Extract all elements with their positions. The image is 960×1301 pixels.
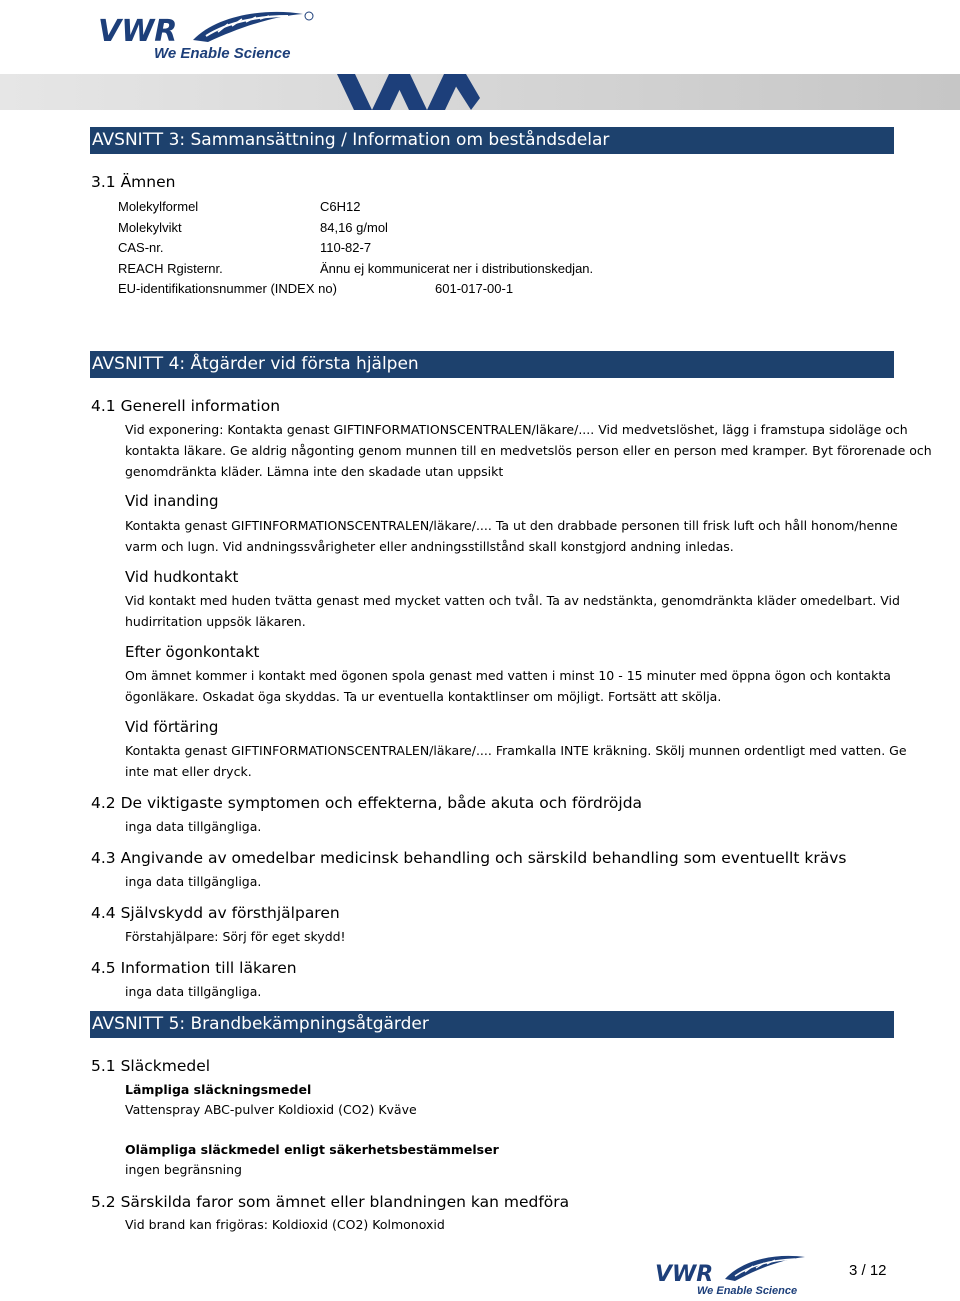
subsection-4-5-title: 4.5 Information till läkaren [91,959,297,977]
value-cas-number: 110-82-7 [320,240,372,255]
text-line: Om ämnet kommer i kontakt med ögonen spola genast med vatten i minst 10 - 15 minuter med öppna ögon och kontakta [125,668,891,683]
value-reach-number: Ännu ej kommunicerat ner i distributionskedjan. [320,261,594,276]
subsection-4-3-title: 4.3 Angivande av omedelbar medicinsk behandling och särskild behandling som eventuellt krävs [91,849,847,867]
section-3-header: AVSNITT 3: Sammansättning / Information om beståndsdelar [90,127,894,154]
text-line: genomdränkta kläder. Lämna inte den skadade utan uppsikt [125,464,504,479]
subsection-4-5-text: inga data tillgängliga. [125,984,262,999]
subsection-5-2-text: Vid brand kan frigöras: Koldioxid (CO2) Kolmonoxid [125,1217,445,1232]
unsuitable-media-text: ingen begränsning [125,1162,242,1177]
logo-tagline: We Enable Science [697,1285,798,1297]
text-line: Kontakta genast GIFTINFORMATIONSCENTRALEN/läkare/.... Ta ut den drabbade personen till frisk luft och håll honom/henne [125,518,898,533]
logo-tagline: We Enable Science [154,45,291,62]
value-eu-index: 601-017-00-1 [435,281,514,296]
leaf-swoosh-icon [725,1256,805,1281]
text-line: kontakta läkare. Ge aldrig någonting genom munnen till en medvetslös person eller en person med kramper. Byt förorenade och [125,443,932,458]
subsection-4-3-text: inga data tillgängliga. [125,874,262,889]
text-line: Vid kontakt med huden tvätta genast med mycket vatten och tvål. Ta av nedstänkta, genomdränkta kläder omedelbart. Vid [125,593,900,608]
footer-vwr-logo [655,1251,815,1299]
skin-contact-text [125,590,900,632]
eye-contact-text [125,665,895,707]
value-molecular-formula: C6H12 [320,199,361,214]
label-cas-number: CAS-nr. [118,240,164,255]
label-reach-number: REACH Rgisternr. [118,261,223,276]
inhalation-text [125,515,898,557]
label-molecular-formula: Molekylformel [118,199,199,214]
text-line: inte mat eller dryck. [125,764,252,779]
eye-contact-title: Efter ögonkontakt [125,643,260,661]
text-line: ögonläkare. Oskadat öga skyddas. Ta ur eventuella kontaktlinser om möjligt. Fortsätt att skölja. [125,689,722,704]
unsuitable-media-label: Olämpliga släckmedel enligt säkerhetsbestämmelser [125,1142,499,1157]
text-line: Kontakta genast GIFTINFORMATIONSCENTRALEN/läkare/.... Framkalla INTE kräkning. Skölj munnen ordentligt med vatten. Ge [125,743,907,758]
suitable-media-label: Lämpliga släckningsmedel [125,1082,312,1097]
header-band [0,74,960,110]
subsection-5-1-title: 5.1 Släckmedel [91,1057,211,1075]
logo-wordmark: VWR [655,1262,714,1287]
section-4-header: AVSNITT 4: Åtgärder vid första hjälpen [90,351,894,378]
inhalation-title: Vid inanding [125,492,219,510]
text-line: hudirritation uppsök läkaren. [125,614,306,629]
subsection-5-2-title: 5.2 Särskilda faror som ämnet eller blandningen kan medföra [91,1193,570,1211]
text-line: varm och lugn. Vid andningssvårigheter eller andningsstillstånd skall konstgjord andning inledas. [125,539,734,554]
section-5-header: AVSNITT 5: Brandbekämpningsåtgärder [90,1011,894,1038]
leaf-swoosh-icon [193,12,313,42]
label-molecular-weight: Molekylvikt [118,220,182,235]
skin-contact-title: Vid hudkontakt [125,568,239,586]
label-eu-index: EU-identifikationsnummer (INDEX no) [118,281,337,296]
subsection-4-4-title: 4.4 Självskydd av försthjälparen [91,904,340,922]
logo-wordmark: VWR [98,14,178,49]
vwr-logo [98,6,318,62]
ingestion-text [125,740,907,782]
ingestion-title: Vid förtäring [125,718,219,736]
value-molecular-weight: 84,16 g/mol [320,220,388,235]
subsection-4-2-title: 4.2 De viktigaste symptomen och effekterna, både akuta och fördröjda [91,794,643,812]
subsection-4-1-title: 4.1 Generell information [91,397,281,415]
subsection-3-1-title: 3.1 Ämnen [91,173,176,191]
text-line: Vid exponering: Kontakta genast GIFTINFORMATIONSCENTRALEN/läkare/.... Vid medvetslöshet, lägg i framstupa sidoläge och [125,422,908,437]
page-number: 3 / 12 [849,1262,887,1279]
subsection-4-4-text: Förstahjälpare: Sörj för eget skydd! [125,929,346,944]
subsection-4-2-text: inga data tillgängliga. [125,819,262,834]
general-info-text [125,419,932,482]
suitable-media-text: Vattenspray ABC-pulver Koldioxid (CO2) Kväve [125,1102,417,1117]
